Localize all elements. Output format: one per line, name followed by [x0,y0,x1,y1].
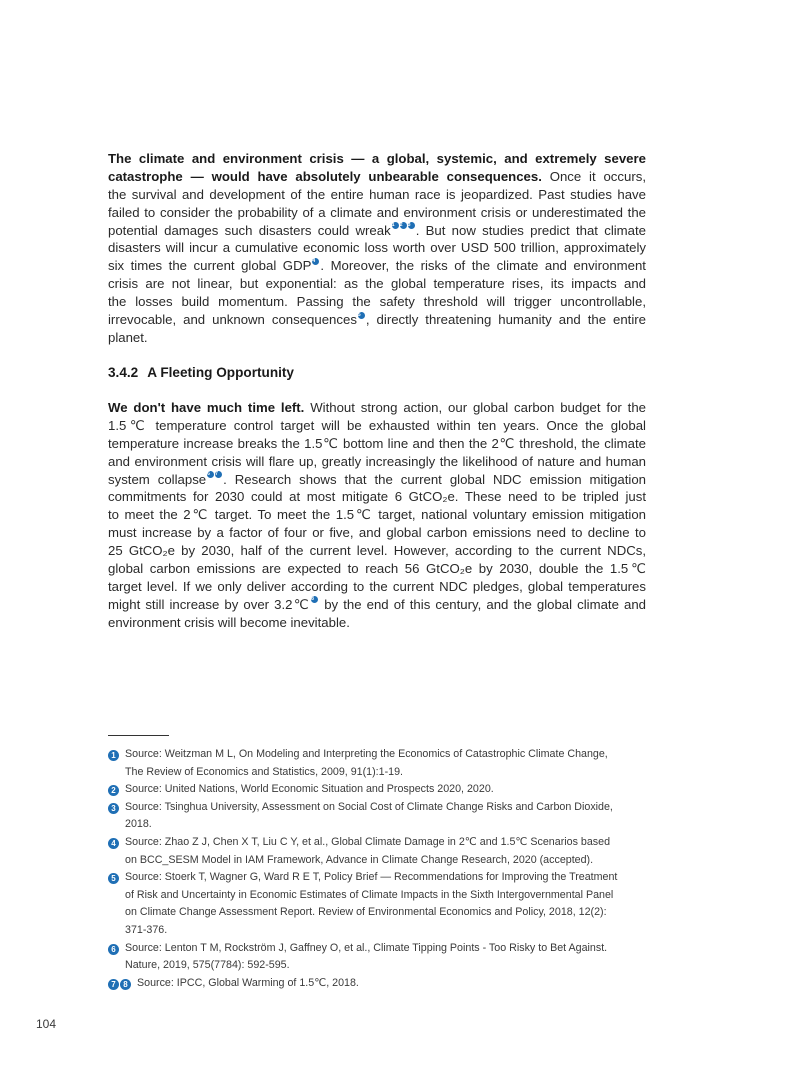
footnote-5: 5 Source: Stoerk T, Wagner G, Ward R E T, Policy Brief — Recommendations for Improving the Treatment [108,869,648,887]
footnote-1: 1 Source: Weitzman M L, On Modeling and Interpreting the Economics of Catastrophic Climate Change, [108,746,648,764]
text-line: global carbon emissions are expected to reach 56 GtCO₂e by 2030, double the 1.5℃ [108,561,646,577]
text-line: and environment crisis will flare up, greatly increasingly the likelihood of nature and human [108,453,646,469]
text-line: 25 GtCO₂e by 2030, half of the current level. However, according to the current NDCs, [108,543,646,559]
text-line: irrevocable, and unknown consequences5 , directly threatening humanity and the entire [108,311,646,328]
footnote-number-icon: 7 [108,979,119,990]
text-line: 1.5℃ temperature control target will be exhausted within ten years. Once the global [108,417,646,433]
footnote-mark-6[interactable]: 6 [207,471,214,478]
text-line: might still increase by over 3.2℃8 by the end of this century, and the global climate and [108,596,647,612]
text-line: commitments for 2030 could at most mitigate 6 GtCO₂e. These need to be tripled just [108,489,646,505]
text-line: six times the current global GDP4 . Moreover, the risks of the climate and environment [108,257,646,274]
footnote-3-cont: 2018. [125,818,152,831]
footnote-5-cont: 371-376. [125,923,168,936]
footnote-number-icon: 3 [108,803,119,814]
section-heading [108,364,294,382]
footnote-6-cont: Nature, 2019, 575(7784): 592-595. [125,959,290,972]
section-number: 3.4.2 [108,365,139,380]
footnote-5-cont: on Climate Change Assessment Report. Review of Environmental Economics and Policy, 2018, 12(2): [125,906,607,919]
text-line: must increase by a factor of four or five, and global carbon emissions need to decline to [108,525,646,541]
text-line: temperature increase breaks the 1.5℃ bottom line and then the 2℃ threshold, the climate [108,435,646,451]
text-line: system collapse6 7 . Research shows that the current global NDC emission mitigation [108,471,646,487]
footnote-mark-7[interactable]: 7 [215,471,222,478]
footnote-7-8: 7 8 Source: IPCC, Global Warming of 1.5℃, 2018. [108,975,648,993]
text-line: potential damages such disasters could wreak1 2 3 . But now studies predict that climate [108,222,646,238]
footnote-number-icon: 1 [108,750,119,761]
text-line: The climate and environment crisis — a global, systemic, and extremely severe [108,151,646,166]
footnote-mark-4[interactable]: 4 [312,258,319,265]
footnote-mark-8[interactable]: 8 [311,596,318,603]
footnote-number-icon: 2 [108,785,119,796]
text-line: the survival and development of the entire human race is jeopardized. Past studies have [108,186,646,202]
footnote-mark-1[interactable]: 1 [392,222,399,229]
footnote-5-cont: of Risk and Uncertainty in Economic Estimates of Climate Impacts in the Sixth Intergovernmental Panel [125,888,614,901]
footnote-marks-1-3 [392,222,416,229]
section-title: A Fleeting Opportunity [147,365,294,380]
footnote-4: 4 Source: Zhao Z J, Chen X T, Liu C Y, et al., Global Climate Damage in 2℃ and 1.5℃ Scenarios based [108,834,648,852]
paragraph-fleeting-opportunity [108,399,646,632]
footnote-6: 6 Source: Lenton T M, Rockström J, Gaffney O, et al., Climate Tipping Points - Too Risky to Bet Against. [108,940,648,958]
text-line: crisis are not linear, but exponential: as the global temperature rises, its impacts and [108,276,646,292]
footnote-number-icon: 4 [108,838,119,849]
text-line: disasters will incur a cumulative economic loss worth over USD 500 trillion, approximately [108,240,646,256]
footnote-1-cont: The Review of Economics and Statistics, 2009, 91(1):1-19. [125,765,404,778]
footnotes [108,746,648,992]
text-line: environment crisis will become inevitable. [108,614,350,630]
text-line: the losses build momentum. Passing the safety threshold will trigger uncontrollable, [108,294,646,310]
footnote-2: 2 Source: United Nations, World Economic Situation and Prospects 2020, 2020. [108,781,648,799]
footnote-4-cont: on BCC_SESM Model in IAM Framework, Advance in Climate Change Research, 2020 (accepted). [125,853,594,866]
page-number: 104 [36,1017,57,1031]
footnote-3: 3 Source: Tsinghua University, Assessment on Social Cost of Climate Change Risks and Carbon Dioxide, [108,799,648,817]
text-line: catastrophe — would have absolutely unbearable consequences. Once it occurs, [108,168,646,184]
footnote-number-icon: 5 [108,873,119,884]
footnote-mark-5[interactable]: 5 [358,312,365,319]
text-line: target level. If we only deliver according to the current NDC pledges, global temperatures [108,578,646,594]
text-line: We don't have much time left. Without strong action, our global carbon budget for the [108,400,646,415]
text-line: to meet the 2℃ target. To meet the 1.5℃ target, national voluntary emission mitigation [108,507,646,523]
text-line: failed to consider the probability of a climate and environment crisis or underestimated the [108,204,646,220]
footnote-number-icon: 8 [120,979,131,990]
footnote-mark-2[interactable]: 2 [400,222,407,229]
footnote-number-icon: 6 [108,944,119,955]
footnote-divider [108,735,169,736]
footnote-mark-3[interactable]: 3 [408,222,415,229]
text-line: planet. [108,329,148,345]
paragraph-climate-crisis [108,150,646,347]
